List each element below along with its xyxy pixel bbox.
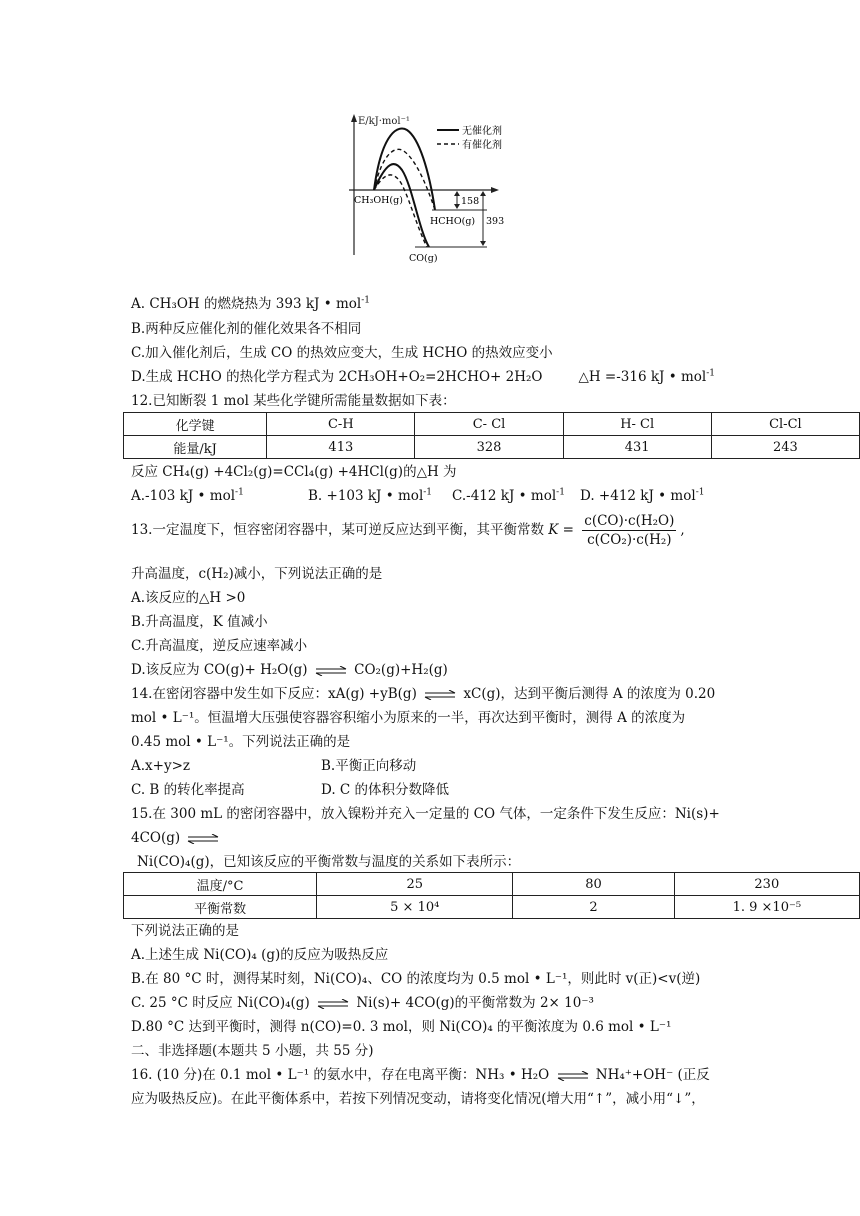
q15-line2: 4CO(g) [131, 829, 222, 847]
q12-option-a: A.-103 kJ • mol$^{-1}$ [131, 487, 244, 504]
energy-diagram [337, 100, 512, 290]
q15-header: 温度/°C [124, 873, 317, 896]
q15-option-c: C. 25 °C 时反应 Ni(CO)₄(g) Ni(s)+ 4CO(g)的平衡常数为 2× 10⁻³ [131, 995, 594, 1011]
q13-option-d: D.该反应为 CO(g)+ H₂O(g) CO₂(g)+H₂(g) [131, 662, 448, 678]
label-co: CO(g) [409, 253, 438, 264]
x-axis-arrow [491, 187, 499, 193]
q13-option-b: B.升高温度，K 值减小 [131, 614, 268, 630]
q15-option-b: B.在 80 °C 时，测得某时刻，Ni(CO)₄、CO 的浓度均为 0.5 mol • L⁻¹，则此时 v(正)<v(逆) [131, 971, 701, 987]
q11-option-a: A. CH₃OH 的燃烧热为 393 kJ • mol$^{-1}$ [131, 295, 370, 312]
q12-header: Cl-Cl [711, 413, 859, 436]
q11-option-c: C.加入催化剂后，生成 CO 的热效应变大，生成 HCHO 的热效应变小 [131, 345, 553, 361]
q12-option-b: B. +103 kJ • mol$^{-1}$ [308, 487, 433, 504]
q12-header: C- Cl [415, 413, 563, 436]
q12-stem: 12.已知断裂 1 mol 某些化学键所需能量数据如下表： [131, 393, 456, 409]
q12-header: C-H [267, 413, 415, 436]
equilibrium-constant-fraction: $\frac{\text{c(CO)·c(H₂O)}}{\text{c(CO₂)·c(H₂)}}$ [584, 513, 675, 548]
q12-header: H- Cl [563, 413, 711, 436]
q14-option-a: A.x+y>z [131, 758, 191, 774]
q15-line3: Ni(CO)₄(g)，已知该反应的平衡常数与温度的关系如下表所示： [137, 854, 521, 870]
equilibrium-arrow-icon [314, 666, 348, 676]
q13-option-a: A.该反应的△H >0 [131, 590, 246, 606]
y-axis-label: E/kJ·mol⁻¹ [358, 116, 410, 127]
label-ch3oh: CH₃OH(g) [354, 195, 403, 206]
q13-option-c: C.升高温度，逆反应速率减小 [131, 638, 308, 654]
equilibrium-arrow-icon [316, 999, 350, 1009]
label-393: 393 [486, 216, 505, 227]
q15-cell: 平衡常数 [124, 896, 317, 919]
q15-header: 80 [513, 873, 674, 896]
q14-line2: mol • L⁻¹。恒温增大压强使容器容积缩小为原来的一半，再次达到平衡时，测得 A 的浓度为 [131, 710, 686, 726]
q13-stem2: 升高温度，c(H₂)减小，下列说法正确的是 [131, 566, 383, 582]
q16-line2: 应为吸热反应)。在此平衡体系中，若按下列情况变动，请将变化情况(增大用“↑”，减小用“↓”， [131, 1091, 705, 1107]
q12-cell: 413 [267, 436, 415, 459]
q14-line3: 0.45 mol • L⁻¹。下列说法正确的是 [131, 734, 351, 750]
q15-option-d: D.80 °C 达到平衡时，测得 n(CO)=0. 3 mol，则 Ni(CO)₄ 的平衡浓度为 0.6 mol • L⁻¹ [131, 1019, 672, 1035]
q12-option-c: C.-412 kJ • mol$^{-1}$ [452, 487, 565, 504]
q12-table [123, 412, 860, 459]
q12-header: 化学键 [124, 413, 267, 436]
q15-stem2: 下列说法正确的是 [131, 923, 239, 939]
q13-stem: 13.一定温度下，恒容密闭容器中，某可逆反应达到平衡，其平衡常数 K = $\frac{\text{c(CO)·c(H₂O)}}{\text{c(CO₂)·c(H₂)}}$ , [131, 513, 685, 548]
q12-cell: 328 [415, 436, 563, 459]
q12-cell: 能量/kJ [124, 436, 267, 459]
q12-cell: 431 [563, 436, 711, 459]
q12-cell: 243 [711, 436, 859, 459]
q14-line1: 14.在密闭容器中发生如下反应：xA(g) +yB(g) xC(g)，达到平衡后测得 A 的浓度为 0.20 [131, 686, 716, 702]
label-hcho: HCHO(g) [430, 216, 476, 227]
q15-header: 230 [674, 873, 859, 896]
q15-option-a: A.上述生成 Ni(CO)₄ (g)的反应为吸热反应 [131, 947, 389, 963]
y-axis-arrow [351, 114, 357, 122]
q15-cell: 2 [513, 896, 674, 919]
equilibrium-arrow-icon [186, 834, 220, 844]
curve-catalyst-co [374, 175, 427, 247]
q14-option-b: B.平衡正向移动 [321, 758, 417, 774]
equilibrium-arrow-icon [556, 1071, 590, 1081]
legend-catalyst: 有催化剂 [462, 140, 502, 151]
q12-reaction: 反应 CH₄(g) +4Cl₂(g)=CCl₄(g) +4HCl(g)的△H 为 [131, 464, 457, 480]
q16-line1: 16. (10 分)在 0.1 mol • L⁻¹ 的氨水中，存在电离平衡：NH₃ • H₂O NH₄⁺+OH⁻ (正反 [131, 1067, 710, 1083]
equilibrium-arrow-icon [423, 690, 457, 700]
q15-line1: 15.在 300 mL 的密闭容器中，放入镍粉并充入一定量的 CO 气体，一定条件下发生反应：Ni(s)+ [131, 806, 720, 822]
q14-option-c: C. B 的转化率提高 [131, 782, 245, 798]
q12-option-d: D. +412 kJ • mol$^{-1}$ [580, 487, 705, 504]
q15-cell: 1. 9 ×10⁻⁵ [674, 896, 859, 919]
legend-no-catalyst: 无催化剂 [462, 126, 502, 137]
q15-cell: 5 × 10⁴ [317, 896, 513, 919]
q11-option-b: B.两种反应催化剂的催化效果各不相同 [131, 321, 362, 337]
section-heading: 二、非选择题(本题共 5 小题，共 55 分) [131, 1043, 374, 1059]
label-158: 158 [461, 196, 480, 207]
q11-option-d: D.生成 HCHO 的热化学方程式为 2CH₃OH+O₂=2HCHO+ 2H₂O △H =-316 kJ • mol$^{-1}$ [131, 368, 716, 385]
q15-header: 25 [317, 873, 513, 896]
q15-table [123, 872, 860, 919]
q14-option-d: D. C 的体积分数降低 [321, 782, 450, 798]
